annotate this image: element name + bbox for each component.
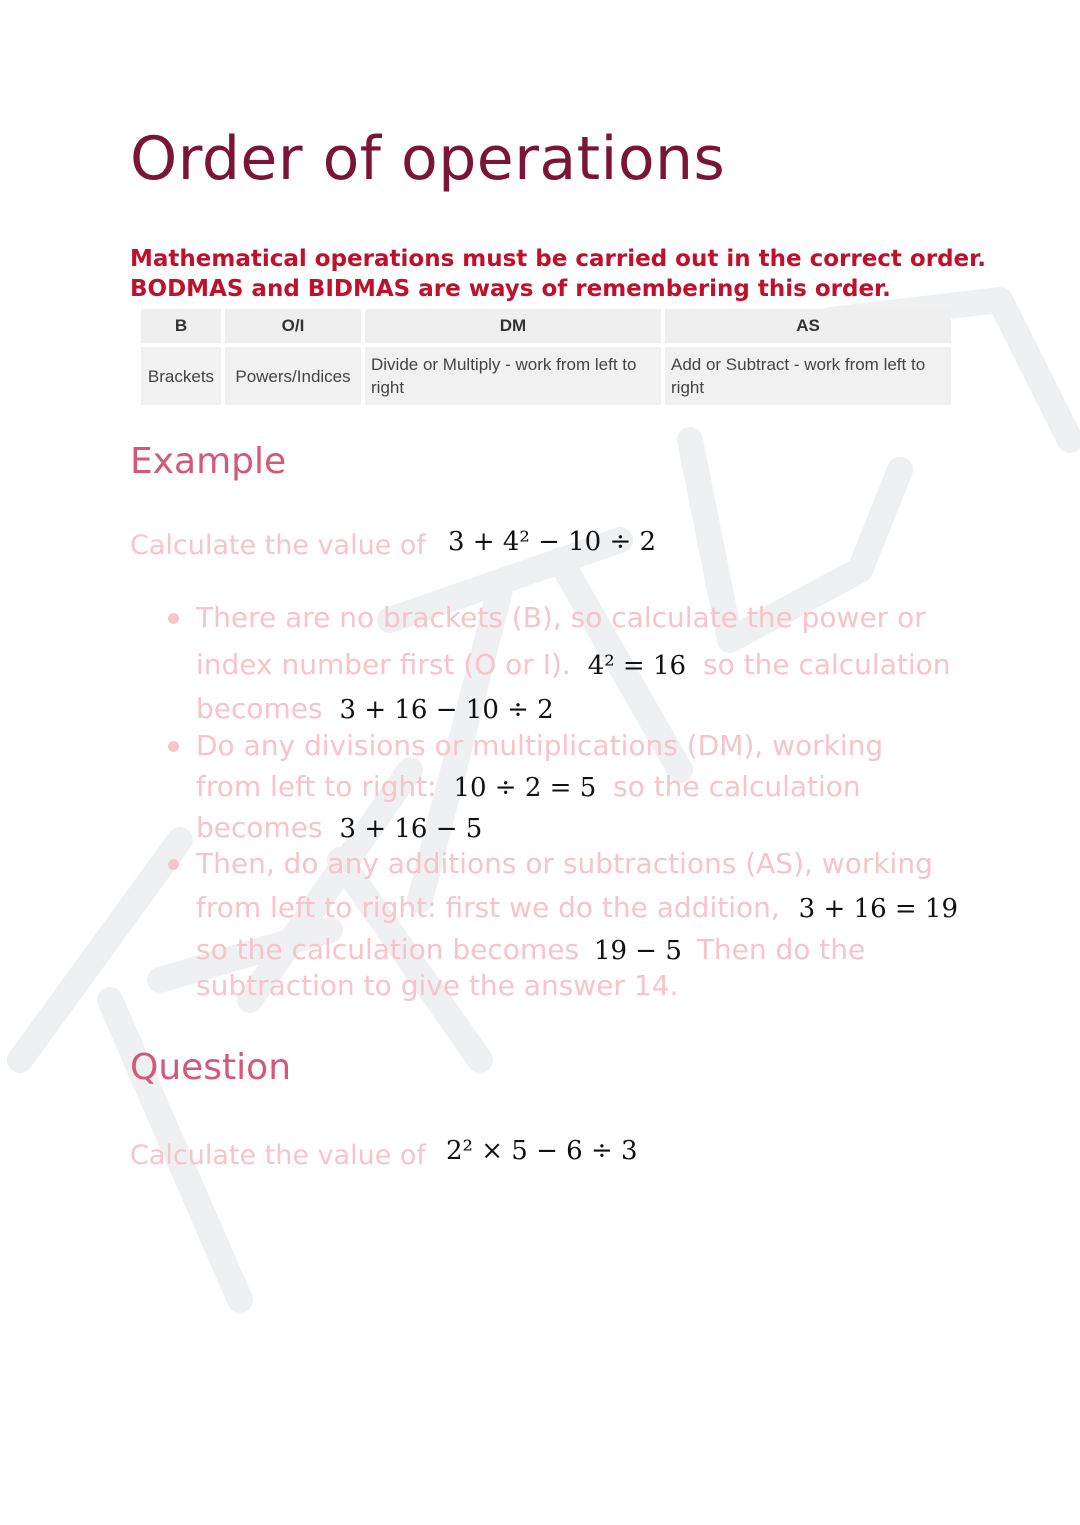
step-1-line-2 <box>196 648 951 681</box>
intro-line-2: BODMAS and BIDMAS are ways of remembering this order. <box>130 276 891 302</box>
table-header: AS <box>665 309 951 347</box>
step-2-line-3 <box>196 811 482 844</box>
step-2-math: 10 ÷ 2 = 5 <box>453 773 597 803</box>
step-3-text: from left to right: first we do the addition, <box>196 891 780 924</box>
intro-line-1: Mathematical operations must be carried out in the correct order. <box>130 246 986 272</box>
page-title: Order of operations <box>130 124 726 194</box>
step-1-line-1: There are no brackets (B), so calculate the power or <box>196 601 926 634</box>
step-1-text: so the calculation <box>702 648 951 681</box>
table-row <box>141 347 951 405</box>
table-cell: Add or Subtract - work from left to right <box>665 347 951 405</box>
step-3-line-4: subtraction to give the answer 14. <box>196 969 679 1002</box>
bullet-icon <box>168 741 179 752</box>
step-1-line-3 <box>196 692 554 725</box>
intro-text <box>130 244 990 304</box>
step-3-text: Then do the <box>696 933 866 966</box>
bodmas-table <box>137 309 955 405</box>
step-2-text: becomes <box>196 811 323 844</box>
table-header-row <box>141 309 951 347</box>
step-1-math: 4² = 16 <box>587 651 687 681</box>
bullet-icon <box>168 613 179 624</box>
step-1-text: index number first (O or I). <box>196 648 571 681</box>
example-expression: 3 + 4² − 10 ÷ 2 <box>448 527 657 557</box>
table-cell: Powers/Indices <box>225 347 361 405</box>
step-2-line-1: Do any divisions or multiplications (DM), working <box>196 729 884 762</box>
question-expression: 2² × 5 − 6 ÷ 3 <box>446 1136 638 1166</box>
step-3-math: 3 + 16 = 19 <box>798 894 959 924</box>
bullet-icon <box>168 859 179 870</box>
step-1-text: becomes <box>196 692 323 725</box>
step-3-line-1: Then, do any additions or subtractions (AS), working <box>196 847 933 880</box>
table-header: DM <box>365 309 661 347</box>
question-prompt: Calculate the value of <box>130 1140 426 1171</box>
step-2-math: 3 + 16 − 5 <box>339 814 483 844</box>
step-3-line-3 <box>196 933 865 966</box>
question-heading: Question <box>130 1047 292 1088</box>
step-3-text: so the calculation becomes <box>196 933 580 966</box>
example-prompt: Calculate the value of <box>130 530 426 561</box>
step-3-math: 19 − 5 <box>593 936 682 966</box>
step-2-text: so the calculation <box>613 770 861 803</box>
table-cell: Brackets <box>141 347 221 405</box>
step-2-line-2 <box>196 770 861 803</box>
step-2-text: from left to right: <box>196 770 437 803</box>
step-1-math: 3 + 16 − 10 ÷ 2 <box>339 695 554 725</box>
table-header: B <box>141 309 221 347</box>
example-heading: Example <box>130 441 287 482</box>
step-3-line-2 <box>196 891 958 924</box>
table-header: O/I <box>225 309 361 347</box>
table-cell: Divide or Multiply - work from left to right <box>365 347 661 405</box>
